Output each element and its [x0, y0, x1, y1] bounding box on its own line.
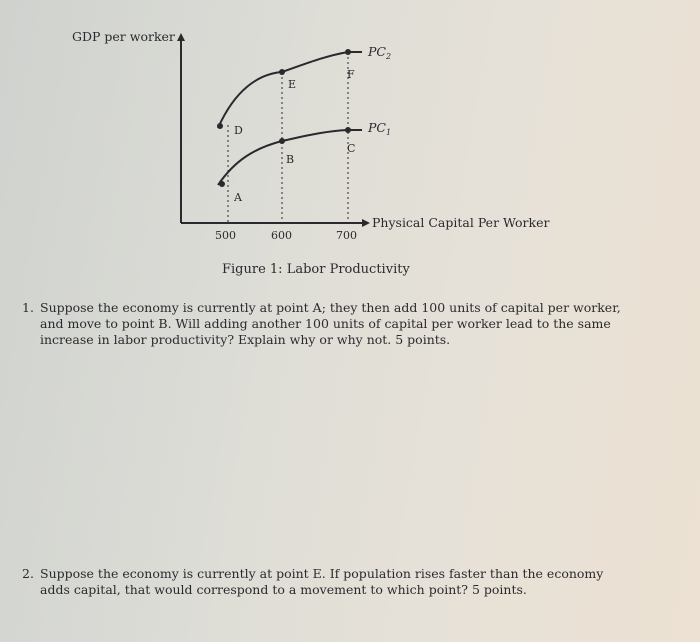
point-e: [279, 69, 285, 75]
x-tick-600: 600: [271, 229, 292, 242]
figure-caption: Figure 1: Labor Productivity: [222, 262, 410, 277]
point-c: [345, 127, 351, 133]
x-tick-500: 500: [215, 229, 236, 242]
y-axis-arrow: [177, 33, 185, 41]
point-e-label: E: [288, 78, 297, 91]
point-a-label: A: [234, 191, 242, 204]
point-d-label: D: [234, 124, 243, 137]
x-tick-700: 700: [336, 229, 357, 242]
x-axis-arrow: [362, 219, 370, 227]
curve-pc1-label: $PC_1$: [368, 120, 392, 137]
point-b: [279, 138, 285, 144]
labor-productivity-figure: [0, 0, 700, 260]
point-b-label: B: [286, 153, 295, 166]
question-2: [22, 566, 632, 598]
point-f-label: F: [347, 68, 355, 81]
x-axis-label: Physical Capital Per Worker: [372, 215, 550, 230]
question-1-text: Suppose the economy is currently at point A; they then add 100 units of capital per worker, and move to point B. Will adding another 100 units of capital per worker lead to the same increase in labor productivity? Explain why or why not. 5 points.: [40, 300, 621, 347]
question-2-number: 2.: [22, 566, 34, 581]
y-axis-label: GDP per worker: [72, 29, 175, 44]
question-2-text: Suppose the economy is currently at point E. If population rises faster than the economy adds capital, that would correspond to a movement to which point? 5 points.: [40, 566, 604, 597]
point-c-label: C: [347, 142, 356, 155]
point-d: [217, 123, 223, 129]
question-1-number: 1.: [22, 300, 34, 315]
curve-pc2-label: $PC_2$: [368, 44, 392, 61]
question-1: [22, 300, 632, 348]
point-a: [219, 181, 225, 187]
point-f: [345, 49, 351, 55]
